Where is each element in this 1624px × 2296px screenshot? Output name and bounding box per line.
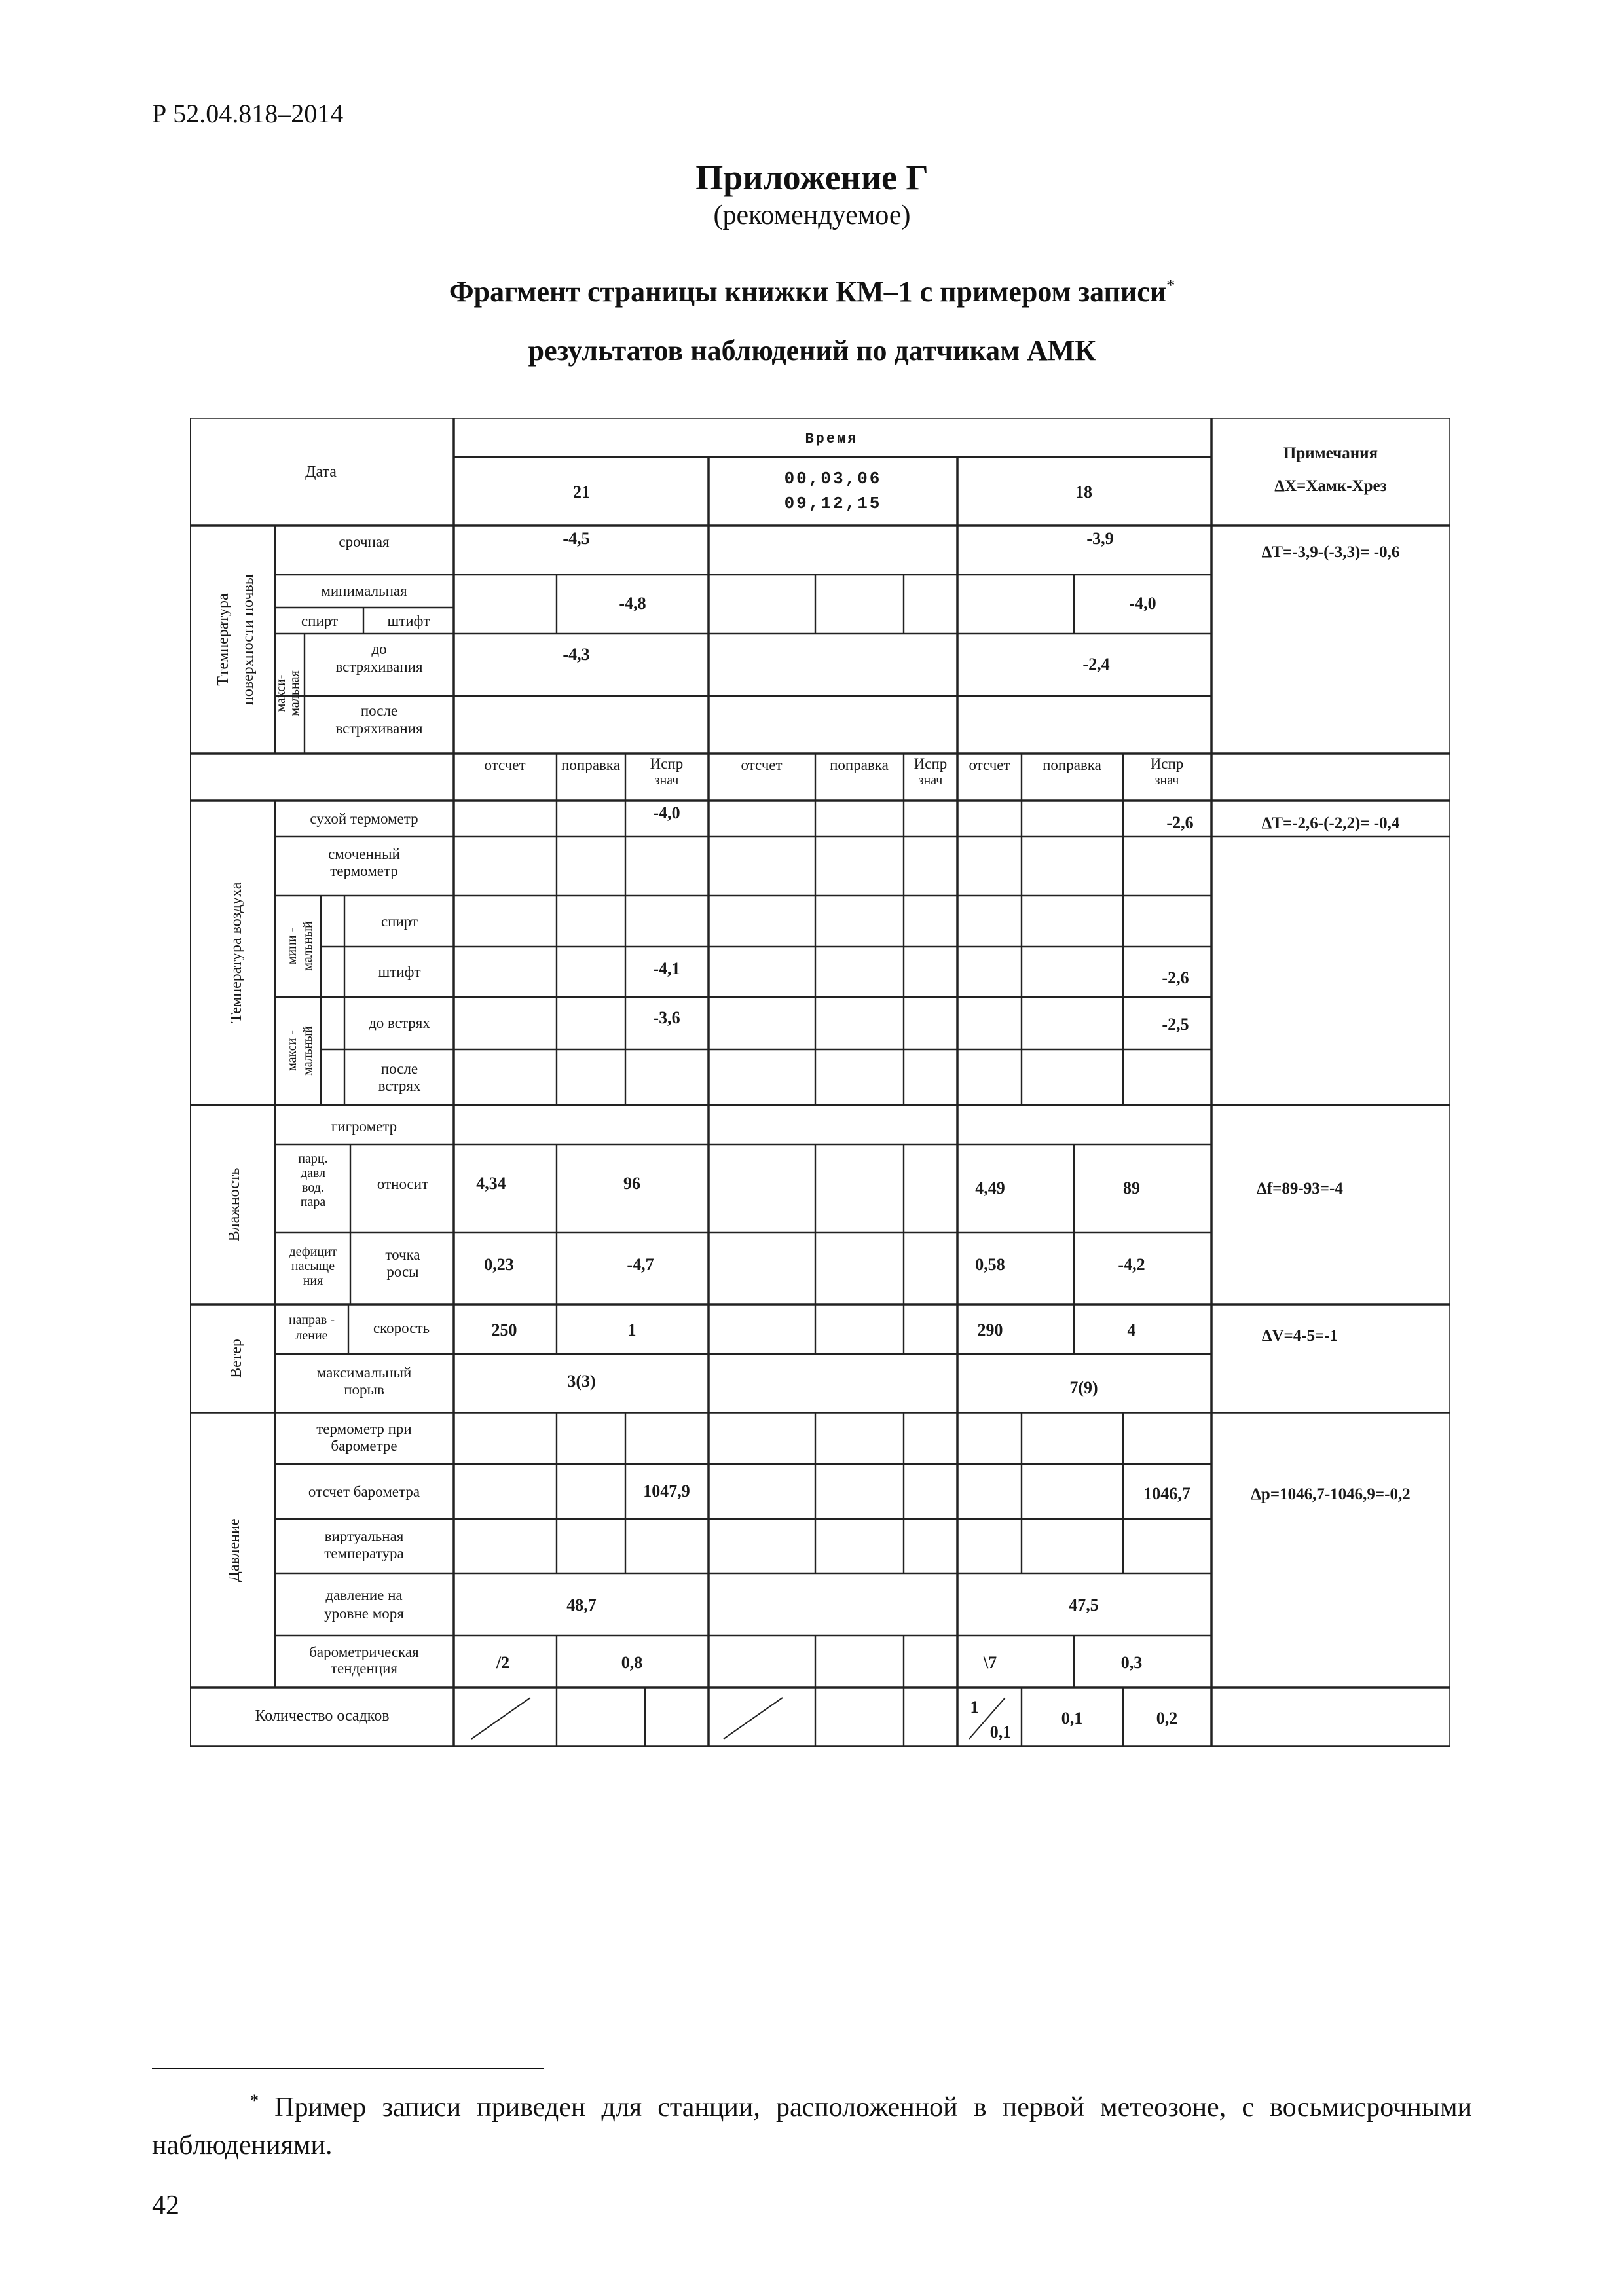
press-tend-char-18: \7 bbox=[983, 1653, 997, 1672]
header-notes: Примечания bbox=[1283, 445, 1378, 462]
air-do-label: до встрях bbox=[369, 1015, 430, 1031]
soil-do-label-2: встряхивания bbox=[335, 659, 423, 675]
humid-def-21: 0,23 bbox=[484, 1255, 514, 1274]
air-max-label-2: мальный bbox=[301, 1026, 315, 1076]
air-dry-21: -4,0 bbox=[653, 803, 680, 822]
header-hour-00-line1: 00,03,06 bbox=[784, 469, 882, 488]
humid-tochka-label-1: точка bbox=[385, 1247, 420, 1263]
air-do-18: -2,5 bbox=[1162, 1015, 1189, 1034]
air-min-label-2: мальный bbox=[301, 921, 315, 971]
wind-skor-label: скорость bbox=[373, 1320, 430, 1336]
soil-posle-label-2: встряхивания bbox=[335, 720, 423, 737]
wind-note: ΔV=4-5=-1 bbox=[1261, 1327, 1338, 1345]
humid-parc-label-2: давл bbox=[300, 1166, 326, 1180]
page-number: 42 bbox=[152, 2191, 179, 2221]
humid-parc-label-1: парц. bbox=[298, 1152, 328, 1166]
press-tpb-label-2: барометре bbox=[331, 1438, 397, 1454]
humid-note: Δf=89-93=-4 bbox=[1257, 1180, 1343, 1197]
humid-parc-label-4: пара bbox=[300, 1195, 326, 1209]
air-wet-label-2: термометр bbox=[330, 863, 398, 879]
subhdr-ispr-21: Испр bbox=[650, 756, 684, 772]
air-dry-label: сухой термометр bbox=[310, 811, 418, 827]
press-tend-value-18: 0,3 bbox=[1120, 1653, 1143, 1672]
press-sea-label-1: давление на bbox=[325, 1587, 403, 1603]
press-virt-label-1: виртуальная bbox=[324, 1528, 404, 1544]
soil-srochnaya-label: срочная bbox=[339, 534, 390, 550]
soil-do-18: -2,4 bbox=[1082, 655, 1110, 674]
air-spirt-label: спирт bbox=[380, 913, 418, 930]
humid-otnosit-label: относит bbox=[377, 1176, 429, 1192]
air-max-label-1: макси - bbox=[285, 1030, 299, 1071]
press-tpb-label-1: термометр при bbox=[316, 1421, 412, 1437]
humid-tochka-label-2: росы bbox=[386, 1264, 419, 1280]
soil-do-label-1: до bbox=[371, 641, 387, 657]
press-sea-21: 48,7 bbox=[566, 1595, 597, 1614]
humid-parc-label-3: вод. bbox=[302, 1180, 324, 1195]
wind-napr-label-2: ление bbox=[295, 1328, 328, 1343]
header-notes-formula: ΔX=Хамк-Хрез bbox=[1274, 477, 1387, 495]
humid-def-label-2: насыще bbox=[291, 1259, 335, 1273]
precip-label: Количество осадков bbox=[255, 1707, 390, 1724]
press-otschet-label: отсчет барометра bbox=[308, 1484, 420, 1500]
soil-max-label-2: мальная bbox=[287, 670, 302, 716]
air-shtift-21: -4,1 bbox=[653, 959, 680, 978]
air-wet-label-1: смоченный bbox=[328, 846, 400, 862]
header-hour-21: 21 bbox=[573, 483, 590, 501]
press-sea-18: 47,5 bbox=[1069, 1595, 1099, 1614]
press-tend-char-21: /2 bbox=[496, 1653, 510, 1672]
subhdr-ispr-00: Испр bbox=[913, 756, 948, 772]
wind-napr-label-1: направ - bbox=[289, 1313, 335, 1327]
subhdr-popravka-00: поправка bbox=[830, 757, 889, 773]
subhdr-znach-18: знач bbox=[1154, 773, 1179, 788]
air-posle-label-2: встрях bbox=[378, 1078, 421, 1094]
precip-18-value-2: 0,1 bbox=[1061, 1709, 1083, 1728]
air-min-label-1: мини - bbox=[285, 927, 299, 965]
footnote-text: Пример записи приведен для станции, расположенной в первой метеозоне, с восьмисрочными наблюдениями. bbox=[152, 2092, 1472, 2160]
wind-gust-21: 3(3) bbox=[567, 1372, 596, 1391]
fragment-title-line-1 bbox=[0, 275, 1624, 308]
press-group-label: Давление bbox=[226, 1518, 243, 1582]
header-date: Дата bbox=[305, 464, 337, 481]
precip-18-value-3: 0,2 bbox=[1156, 1709, 1178, 1728]
soil-group-label-1: Ттемпература bbox=[215, 593, 232, 686]
header-time: Время bbox=[805, 431, 858, 447]
press-bar-note: Δp=1046,7-1046,9=-0,2 bbox=[1251, 1485, 1411, 1503]
precip-18-denominator: 0,1 bbox=[989, 1722, 1012, 1741]
footnote-rule bbox=[152, 2068, 544, 2069]
subhdr-ispr-18: Испр bbox=[1150, 756, 1184, 772]
footnote-marker: * bbox=[1166, 276, 1175, 295]
wind-gust-18: 7(9) bbox=[1069, 1378, 1098, 1397]
soil-srochnaya-note: ΔT=-3,9-(-3,3)= -0,6 bbox=[1261, 543, 1400, 561]
precip-18-numerator: 1 bbox=[970, 1698, 979, 1717]
press-tend-label-1: барометрическая bbox=[309, 1644, 419, 1660]
air-dry-note: ΔT=-2,6-(-2,2)= -0,4 bbox=[1261, 814, 1400, 832]
subhdr-otschet-00: отсчет bbox=[741, 757, 783, 773]
air-group-label: Температура воздуха bbox=[228, 882, 245, 1023]
document-code: Р 52.04.818–2014 bbox=[152, 99, 344, 128]
press-sea-label-2: уровне моря bbox=[324, 1605, 404, 1622]
humid-otnosit-21: 96 bbox=[623, 1174, 640, 1193]
wind-napr-18: 290 bbox=[977, 1321, 1003, 1339]
header-hour-18: 18 bbox=[1075, 483, 1092, 501]
observation-table bbox=[190, 418, 1450, 1747]
header-hour-00-line2: 09,12,15 bbox=[784, 494, 882, 513]
soil-srochnaya-21: -4,5 bbox=[563, 529, 590, 548]
wind-napr-21: 250 bbox=[491, 1321, 517, 1339]
humid-parc-21: 4,34 bbox=[476, 1174, 506, 1193]
subhdr-popravka-21: поправка bbox=[561, 757, 620, 773]
press-bar-21: 1047,9 bbox=[643, 1482, 690, 1501]
fragment-title-text: Фрагмент страницы книжки КМ–1 с примером записи bbox=[449, 276, 1167, 308]
press-bar-18: 1046,7 bbox=[1143, 1484, 1190, 1503]
soil-minimal-18: -4,0 bbox=[1129, 594, 1156, 613]
humid-otnosit-18: 89 bbox=[1123, 1178, 1140, 1197]
soil-do-21: -4,3 bbox=[563, 645, 590, 664]
air-posle-label-1: после bbox=[380, 1061, 418, 1077]
soil-shtift-label: штифт bbox=[387, 613, 430, 629]
humid-tochka-21: -4,7 bbox=[627, 1255, 654, 1274]
soil-posle-label-1: после bbox=[360, 702, 398, 719]
soil-spirt-label: спирт bbox=[301, 613, 339, 629]
subhdr-otschet-18: отсчет bbox=[969, 757, 1010, 773]
humid-def-label-1: дефицит bbox=[289, 1245, 337, 1259]
subhdr-popravka-18: поправка bbox=[1043, 757, 1101, 773]
wind-gust-label-2: порыв bbox=[344, 1381, 384, 1398]
humid-hygro-label: гигрометр bbox=[331, 1118, 397, 1135]
subhdr-znach-21: знач bbox=[654, 773, 679, 788]
air-do-21: -3,6 bbox=[653, 1008, 680, 1027]
soil-group-label-2: поверхности почвы bbox=[240, 574, 257, 705]
fragment-title-line-2: результатов наблюдений по датчикам АМК bbox=[528, 335, 1096, 367]
wind-skor-21: 1 bbox=[627, 1321, 637, 1339]
wind-group-label: Ветер bbox=[228, 1339, 245, 1378]
humid-parc-18: 4,49 bbox=[975, 1178, 1005, 1197]
soil-minimal-21: -4,8 bbox=[619, 594, 646, 613]
humid-tochka-18: -4,2 bbox=[1118, 1255, 1145, 1274]
press-tend-label-2: тенденция bbox=[331, 1660, 397, 1677]
air-dry-18: -2,6 bbox=[1166, 813, 1194, 832]
footnote-star: * bbox=[250, 2091, 259, 2110]
air-shtift-label: штифт bbox=[378, 964, 421, 980]
wind-skor-18: 4 bbox=[1127, 1321, 1136, 1339]
soil-max-label-1: макси- bbox=[274, 674, 288, 712]
humid-group-label: Влажность bbox=[226, 1167, 243, 1242]
soil-minimal-label: минимальная bbox=[321, 583, 407, 599]
humid-def-label-3: ния bbox=[303, 1273, 323, 1288]
appendix-title: Приложение Г bbox=[695, 158, 929, 197]
air-shtift-18: -2,6 bbox=[1162, 968, 1189, 987]
appendix-subtitle: (рекомендуемое) bbox=[713, 200, 911, 230]
press-tend-value-21: 0,8 bbox=[621, 1653, 643, 1672]
soil-srochnaya-18: -3,9 bbox=[1086, 529, 1114, 548]
subhdr-otschet-21: отсчет bbox=[484, 757, 526, 773]
wind-gust-label-1: максимальный bbox=[316, 1364, 412, 1381]
humid-def-18: 0,58 bbox=[975, 1255, 1005, 1274]
subhdr-znach-00: знач bbox=[918, 773, 943, 788]
footnote bbox=[152, 2082, 1472, 2164]
press-virt-label-2: температура bbox=[324, 1545, 404, 1561]
